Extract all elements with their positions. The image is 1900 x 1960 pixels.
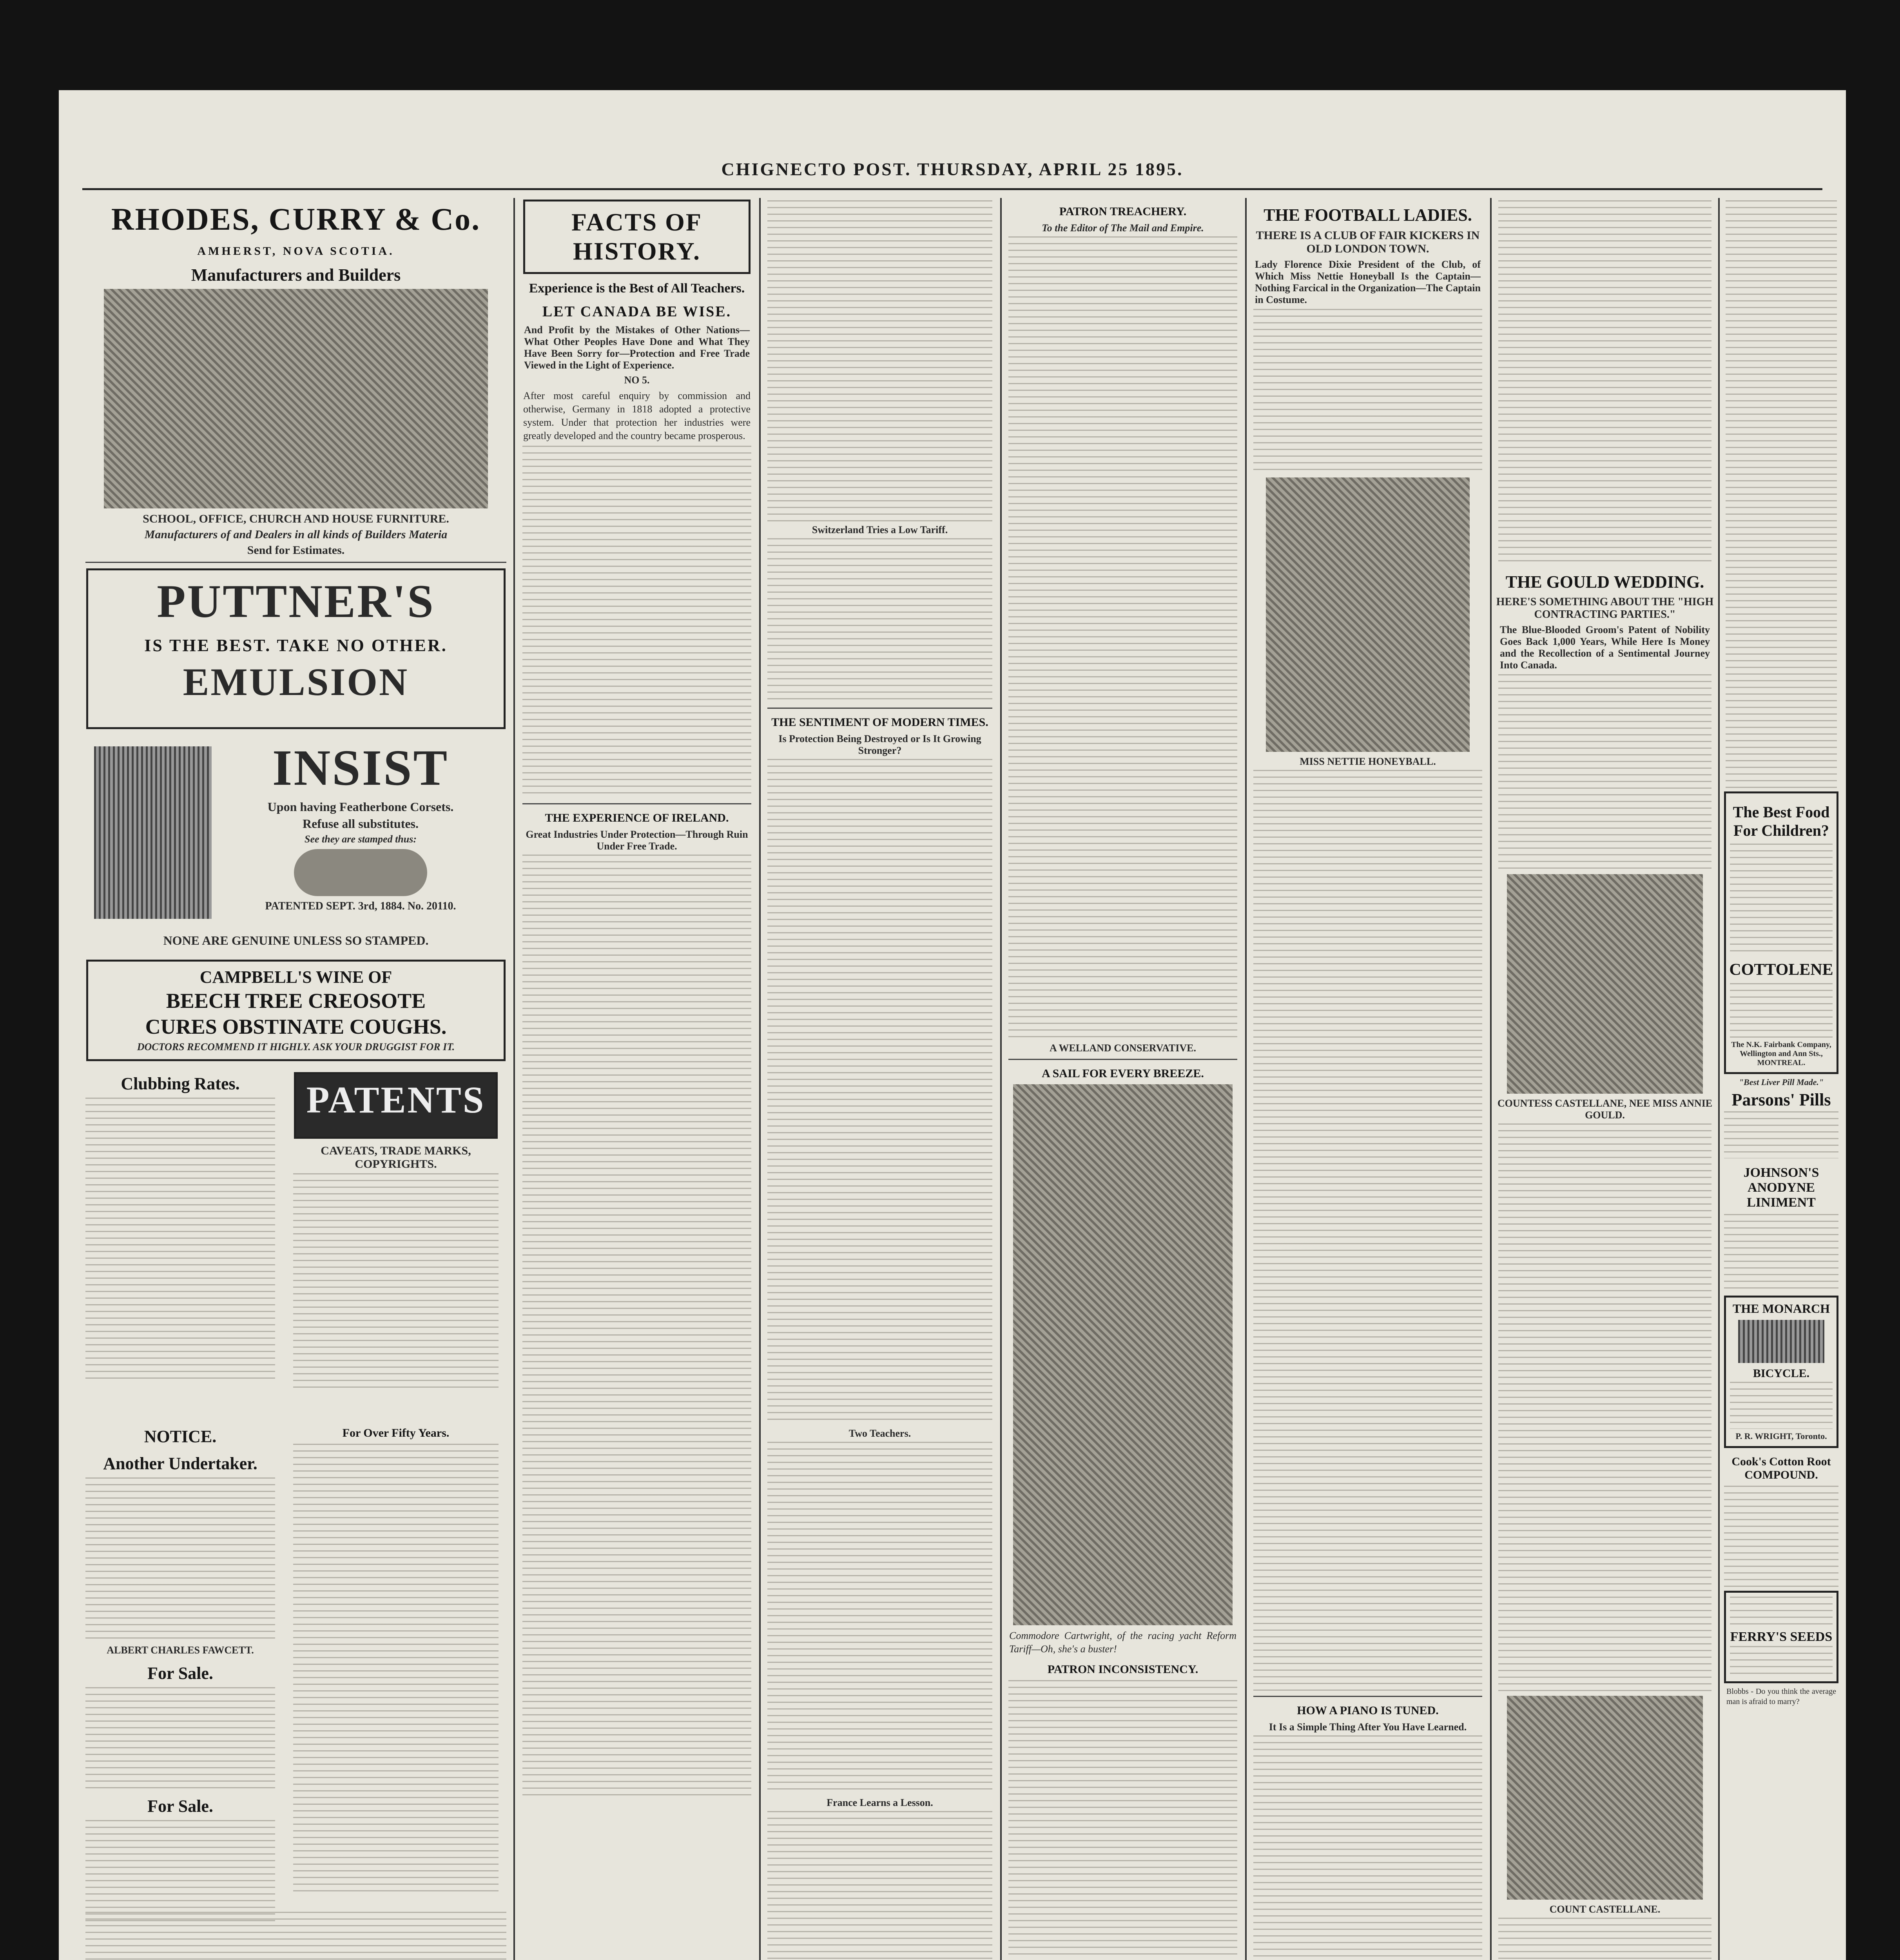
rhodes-trade: Manufacturers and Builders bbox=[191, 265, 401, 285]
piano-text bbox=[1253, 1735, 1482, 1960]
sentiment-text bbox=[767, 759, 992, 1425]
sentiment-sub: Is Protection Being Destroyed or Is It Growing Stronger? bbox=[778, 733, 981, 756]
ferry-copy-2 bbox=[1730, 1646, 1833, 1677]
facts-title: FACTS OF HISTORY. bbox=[571, 208, 702, 265]
featherbone-corset-ad bbox=[82, 735, 509, 954]
column-rule bbox=[1490, 198, 1492, 1960]
johnsons-liniment: JOHNSON'S ANODYNE LINIMENT bbox=[1743, 1165, 1819, 1210]
for-sale-text-2 bbox=[85, 1820, 275, 1922]
insist-title: INSIST bbox=[272, 740, 449, 796]
monarch: THE MONARCH bbox=[1733, 1301, 1830, 1316]
count-caption: COUNT CASTELLANE. bbox=[1549, 1904, 1661, 1915]
facts-text bbox=[522, 446, 751, 799]
cottolene-copy-2 bbox=[1730, 983, 1833, 1038]
insist-line3: See they are stamped thus: bbox=[305, 833, 417, 845]
insist-patent: PATENTED SEPT. 3rd, 1884. No. 20110. bbox=[265, 900, 456, 912]
two-teachers-text bbox=[767, 1442, 992, 1795]
bicycle-text bbox=[1730, 1382, 1833, 1429]
gould-sub: HERE'S SOMETHING ABOUT THE "HIGH CONTRACTING PARTIES." bbox=[1496, 596, 1714, 621]
undertaker-signature: ALBERT CHARLES FAWCETT. bbox=[107, 1644, 254, 1656]
puttner-emulsion: EMULSION bbox=[183, 660, 409, 704]
inconsistency-heading: PATRON INCONSISTENCY. bbox=[1047, 1663, 1198, 1676]
ferrys-seeds-ad bbox=[1724, 1591, 1838, 1683]
facts-paragraph: After most careful enquiry by commission and otherwise, Germany in 1818 adopted a protective system. Under that protection her industries were greatly developed and the country became prosperous. bbox=[523, 390, 751, 441]
masthead: CHIGNECTO POST. THURSDAY, APRIL 25 1895. bbox=[721, 159, 1184, 179]
continued-text bbox=[767, 200, 992, 522]
countess-caption: COUNTESS CASTELLANE, NEE MISS ANNIE GOULD. bbox=[1497, 1098, 1713, 1121]
column-right-ads bbox=[1722, 198, 1840, 1960]
two-teachers-heading: Two Teachers. bbox=[848, 1428, 911, 1439]
sentiment-heading: THE SENTIMENT OF MODERN TIMES. bbox=[771, 716, 988, 729]
newspaper-page bbox=[59, 90, 1846, 1960]
cooks-cotton-root: Cook's Cotton Root COMPOUND. bbox=[1731, 1455, 1831, 1481]
fifty-years-text bbox=[293, 1444, 499, 1895]
football-intro bbox=[1253, 309, 1482, 474]
gould-heading: THE GOULD WEDDING. bbox=[1505, 572, 1704, 592]
column-rule bbox=[759, 198, 761, 1960]
insist-line2: Refuse all substitutes. bbox=[302, 817, 419, 831]
cottolene-copy bbox=[1730, 844, 1833, 953]
count-illustration bbox=[1507, 1696, 1703, 1900]
football-text bbox=[1253, 770, 1482, 1691]
fairbank: The N.K. Fairbank Company, Wellington and Ann Sts., MONTREAL. bbox=[1731, 1040, 1831, 1067]
johnsons-text bbox=[1724, 1214, 1838, 1292]
piano-continued bbox=[1498, 200, 1711, 565]
to-editor: To the Editor of The Mail and Empire. bbox=[1042, 222, 1204, 234]
blobbs-joke: Blobbs - Do you think the average man is afraid to marry? bbox=[1726, 1687, 1836, 1706]
football-sub1: THERE IS A CLUB OF FAIR KICKERS IN OLD LONDON TOWN. bbox=[1256, 229, 1480, 255]
piano-sub: It Is a Simple Thing After You Have Learned. bbox=[1269, 1721, 1467, 1733]
welland-signature: A WELLAND CONSERVATIVE. bbox=[1049, 1042, 1197, 1054]
column-protection-articles bbox=[764, 198, 995, 1960]
column-gould-wedding bbox=[1495, 198, 1715, 1960]
football-heading: THE FOOTBALL LADIES. bbox=[1264, 205, 1472, 225]
bicycle: BICYCLE. bbox=[1753, 1367, 1810, 1380]
castellane-continued bbox=[1726, 200, 1837, 788]
campbell-line3: CURES OBSTINATE COUGHS. bbox=[145, 1015, 447, 1038]
best-liver: "Best Liver Pill Made." bbox=[1739, 1077, 1824, 1087]
facts-sub2: LET CANADA BE WISE. bbox=[542, 303, 732, 320]
clubbing-list bbox=[85, 1098, 275, 1380]
gould-text-end bbox=[1498, 1918, 1711, 1960]
undertaker-heading: Another Undertaker. bbox=[103, 1454, 257, 1473]
switzerland-text bbox=[767, 538, 992, 703]
rhodes-estimates: Send for Estimates. bbox=[247, 544, 345, 557]
gould-sub2: The Blue-Blooded Groom's Patent of Nobility Goes Back 1,000 Years, While Here Is Money and the Recollection of a Sentimental Journey Into Canada. bbox=[1500, 624, 1710, 671]
notice-heading: NOTICE. bbox=[144, 1427, 217, 1446]
patron-text bbox=[1008, 236, 1237, 1040]
insist-genuine: NONE ARE GENUINE UNLESS SO STAMPED. bbox=[163, 933, 429, 947]
notices-section bbox=[82, 1419, 509, 1909]
ireland-heading: THE EXPERIENCE OF IRELAND. bbox=[545, 811, 729, 824]
divider bbox=[767, 708, 992, 709]
facts-sub1: Experience is the Best of All Teachers. bbox=[529, 281, 745, 296]
rhodes-location: AMHERST, NOVA SCOTIA. bbox=[197, 245, 395, 258]
inconsistency-text bbox=[1008, 1680, 1237, 1960]
ferry-seeds: FERRY'S SEEDS bbox=[1730, 1630, 1833, 1644]
joke-column bbox=[85, 1912, 506, 1960]
honeyball-caption: MISS NETTIE HONEYBALL. bbox=[1300, 756, 1436, 767]
rhodes-title: RHODES, CURRY & Co. bbox=[111, 202, 481, 237]
facts-title-box bbox=[523, 200, 751, 274]
column-football-ladies bbox=[1250, 198, 1485, 1960]
gould-text bbox=[1498, 1123, 1711, 1692]
cottolene-ad bbox=[1724, 791, 1838, 1074]
column-rule bbox=[1000, 198, 1002, 1960]
monarch-bicycle-ad bbox=[1724, 1296, 1838, 1448]
clubbing-heading: Clubbing Rates. bbox=[121, 1074, 240, 1093]
rhodes-dealers: Manufacturers of and Dealers in all kinds of Builders Materia bbox=[144, 528, 448, 541]
column-rule bbox=[513, 198, 515, 1960]
masthead-rule bbox=[82, 188, 1822, 190]
sail-heading: A SAIL FOR EVERY BREEZE. bbox=[1042, 1067, 1204, 1080]
patents-banner bbox=[294, 1072, 498, 1139]
parsons-pills: Parsons' Pills bbox=[1731, 1090, 1831, 1109]
gould-intro bbox=[1498, 674, 1711, 870]
facts-number: NO 5. bbox=[624, 374, 650, 386]
rhodes-furniture: SCHOOL, OFFICE, CHURCH AND HOUSE FURNITURE. bbox=[143, 512, 449, 525]
column-advertisements bbox=[82, 198, 509, 1960]
facts-sub3: And Profit by the Mistakes of Other Nations—What Other Peoples Have Done and What They Have Been Sorry for—Protection and Free Trade Viewed in the Light of Experience. bbox=[524, 324, 750, 371]
football-sub2: Lady Florence Dixie President of the Club, of Which Miss Nettie Honeyball Is the Captain—Nothing Farcical in the Organization—The Captain in Costume. bbox=[1255, 259, 1481, 305]
bicycle-illustration bbox=[1738, 1320, 1824, 1363]
factory-illustration bbox=[104, 289, 488, 508]
best-food: The Best Food For Children? bbox=[1733, 803, 1830, 839]
wright: P. R. WRIGHT, Toronto. bbox=[1735, 1431, 1827, 1441]
honeyball-illustration bbox=[1266, 477, 1470, 752]
for-sale-text-1 bbox=[85, 1687, 275, 1789]
insist-line1: Upon having Featherbone Corsets. bbox=[267, 800, 454, 814]
patents-sub: CAVEATS, TRADE MARKS, COPYRIGHTS. bbox=[321, 1144, 471, 1171]
cartoon-caption: Commodore Cartwright, of the racing yacht Reform Tariff—Oh, she's a buster! bbox=[1009, 1630, 1236, 1655]
france-text bbox=[767, 1811, 992, 1960]
campbell-line4: DOCTORS RECOMMEND IT HIGHLY. ASK YOUR DRUGGIST FOR IT. bbox=[137, 1041, 455, 1053]
patron-heading: PATRON TREACHERY. bbox=[1059, 205, 1187, 218]
column-rule bbox=[1245, 198, 1247, 1960]
cartoon-illustration bbox=[1013, 1084, 1233, 1625]
cook-text bbox=[1724, 1486, 1838, 1588]
puttner-name: PUTTNER'S bbox=[157, 575, 435, 627]
divider bbox=[522, 803, 751, 804]
divider bbox=[85, 562, 506, 563]
column-rule bbox=[1718, 198, 1720, 1960]
featherbone-stamp bbox=[294, 849, 427, 896]
puttners-emulsion-ad bbox=[86, 568, 506, 729]
fifty-years-heading: For Over Fifty Years. bbox=[342, 1426, 450, 1439]
france-heading: France Learns a Lesson. bbox=[827, 1797, 933, 1808]
ireland-sub: Great Industries Under Protection—Through Ruin Under Free Trade. bbox=[526, 829, 748, 852]
patents-text bbox=[293, 1173, 499, 1393]
undertaker-text bbox=[85, 1477, 275, 1642]
ireland-text bbox=[522, 855, 751, 1795]
campbells-creosote-ad bbox=[86, 960, 506, 1061]
divider bbox=[1008, 1059, 1237, 1060]
column-patron-treachery bbox=[1005, 198, 1240, 1960]
cottolene-name: COTTOLENE bbox=[1729, 961, 1833, 979]
rhodes-curry-ad bbox=[82, 202, 509, 557]
for-sale-heading-1: For Sale. bbox=[147, 1664, 213, 1683]
piano-heading: HOW A PIANO IS TUNED. bbox=[1297, 1704, 1439, 1717]
campbell-line2: BEECH TREE CREOSOTE bbox=[166, 989, 426, 1013]
ferry-copy bbox=[1730, 1597, 1833, 1628]
countess-illustration bbox=[1507, 874, 1703, 1094]
for-sale-heading-2: For Sale. bbox=[147, 1797, 213, 1816]
parsons-text bbox=[1724, 1111, 1838, 1158]
divider bbox=[1253, 1696, 1482, 1697]
corset-illustration bbox=[94, 746, 212, 919]
patents-title: PATENTS bbox=[306, 1079, 486, 1121]
clubbing-and-patents bbox=[82, 1067, 509, 1419]
column-facts-of-history bbox=[519, 198, 754, 1960]
campbell-line1: CAMPBELL'S WINE OF bbox=[199, 967, 392, 987]
puttner-slogan: IS THE BEST. TAKE NO OTHER. bbox=[144, 636, 448, 655]
switzerland-heading: Switzerland Tries a Low Tariff. bbox=[812, 524, 948, 535]
